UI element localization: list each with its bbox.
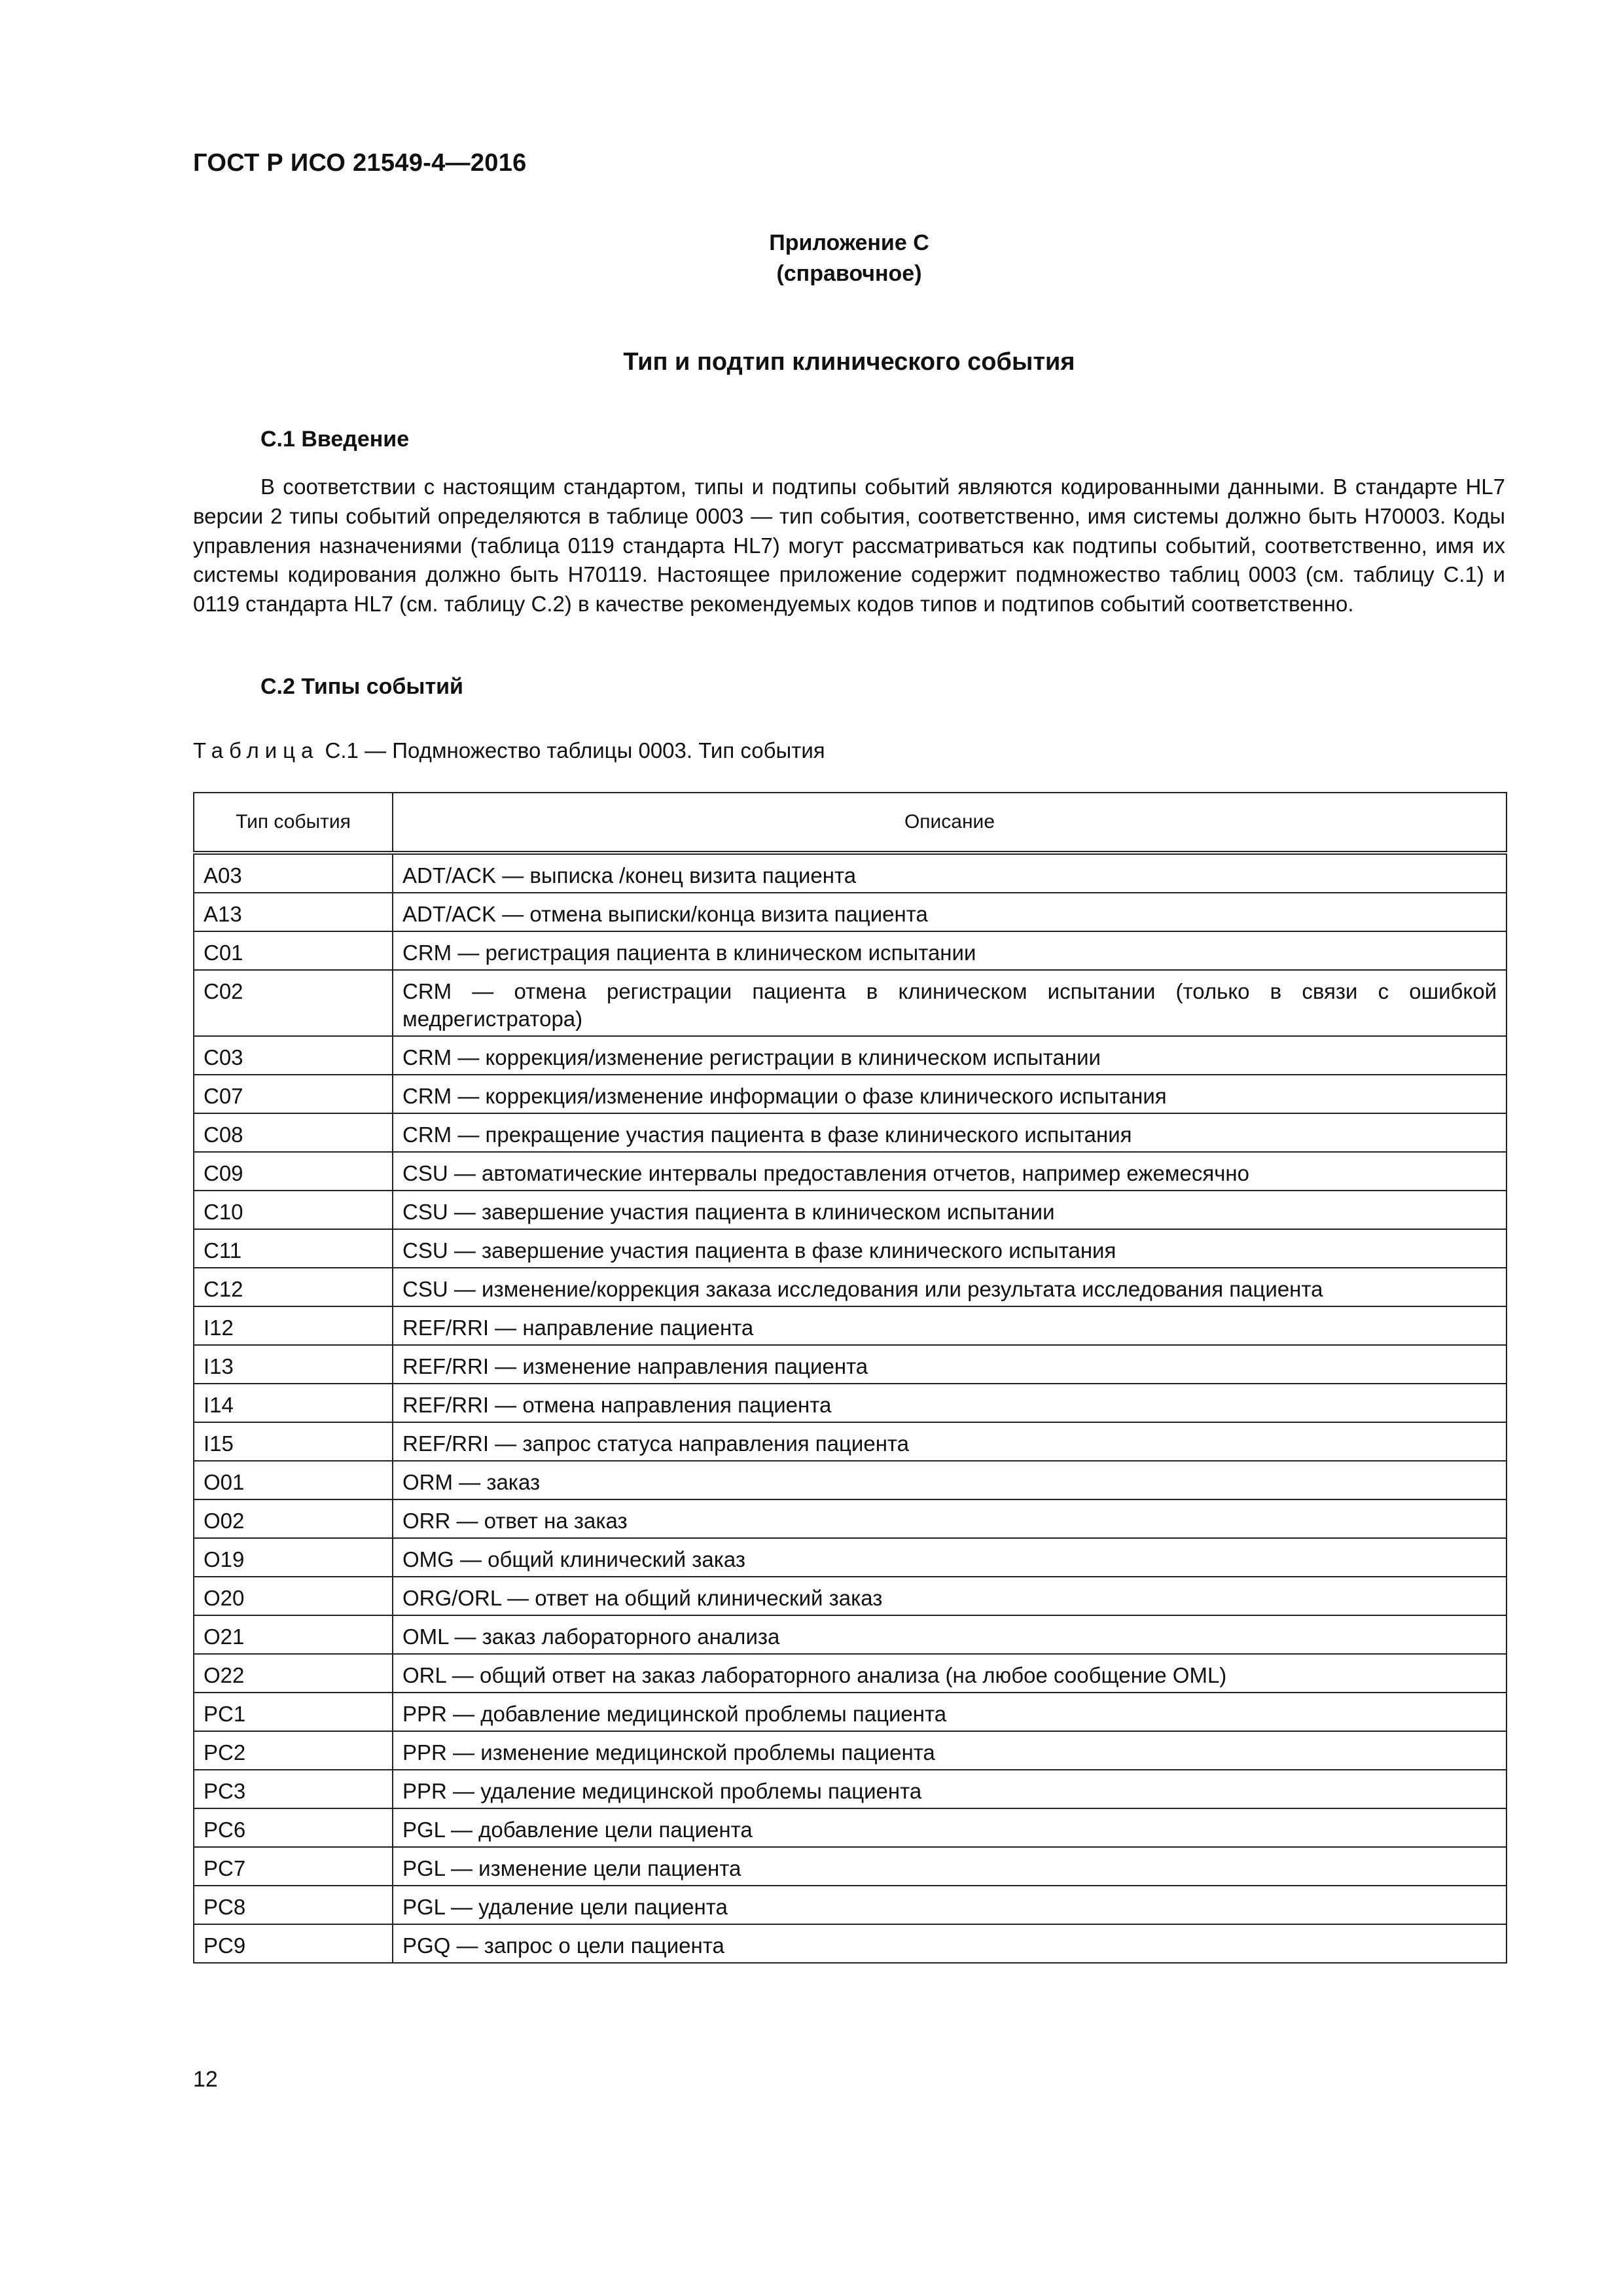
table-row — [194, 1191, 1507, 1229]
table-row — [194, 1384, 1507, 1422]
table-row — [194, 1808, 1507, 1847]
table-caption-word: Таблица — [193, 738, 319, 762]
column-header-event-type: Тип события — [194, 793, 393, 853]
event-type-description: CSU — автоматические интервалы предоставления отчетов, например ежемесячно — [393, 1152, 1507, 1191]
event-type-code: C11 — [194, 1229, 393, 1268]
event-type-code: A03 — [194, 853, 393, 893]
event-type-table — [193, 792, 1507, 1964]
event-type-description: OML — заказ лабораторного анализа — [393, 1615, 1507, 1654]
event-type-code: O20 — [194, 1577, 393, 1615]
event-type-description: ORR — ответ на заказ — [393, 1499, 1507, 1538]
event-type-code: C03 — [194, 1036, 393, 1075]
introduction-paragraph: В соответствии с настоящим стандартом, типы и подтипы событий являются кодированными данными. В стандарте HL7 версии 2 типы событий определяются в таблице 0003 — тип события, соответственно, имя системы должно быть H70003. Коды управления назначениями (таблица 0119 стандарта HL7) могут рассматриваться как подтипы событий, соответственно, имя их системы кодирования должно быть H70119. Настоящее приложение содержит подмножество таблиц 0003 (см. таблицу С.1) и 0119 стандарта HL7 (см. таблицу С.2) в качестве рекомендуемых кодов типов и подтипов событий соответственно. — [193, 475, 1505, 617]
table-caption — [193, 738, 825, 763]
table-row — [194, 931, 1507, 970]
event-type-description: REF/RRI — направление пациента — [393, 1306, 1507, 1345]
table-row — [194, 1345, 1507, 1384]
event-type-code: I13 — [194, 1345, 393, 1384]
event-type-description: PGQ — запрос о цели пациента — [393, 1924, 1507, 1963]
table-row — [194, 1229, 1507, 1268]
table-row — [194, 853, 1507, 893]
event-type-code: PC2 — [194, 1731, 393, 1770]
event-type-code: C01 — [194, 931, 393, 970]
event-type-description: REF/RRI — изменение направления пациента — [393, 1345, 1507, 1384]
table-row — [194, 1847, 1507, 1886]
table-row — [194, 1152, 1507, 1191]
appendix-heading — [193, 228, 1505, 289]
event-type-description: OMG — общий клинический заказ — [393, 1538, 1507, 1577]
event-type-description: PGL — удаление цели пациента — [393, 1886, 1507, 1924]
event-type-description: CSU — изменение/коррекция заказа исследования или результата исследования пациента — [393, 1268, 1507, 1306]
section-heading-event-types: С.2 Типы событий — [260, 674, 463, 699]
table-row — [194, 1693, 1507, 1731]
event-type-code: PC8 — [194, 1886, 393, 1924]
event-type-description: REF/RRI — отмена направления пациента — [393, 1384, 1507, 1422]
event-type-description: ADT/ACK — выписка /конец визита пациента — [393, 853, 1507, 893]
event-type-code: PC9 — [194, 1924, 393, 1963]
event-type-code: PC6 — [194, 1808, 393, 1847]
event-type-code: C09 — [194, 1152, 393, 1191]
table-header-row — [194, 793, 1507, 853]
event-type-description: PPR — изменение медицинской проблемы пациента — [393, 1731, 1507, 1770]
event-type-description: CRM — коррекция/изменение информации о фазе клинического испытания — [393, 1075, 1507, 1113]
event-type-code: O22 — [194, 1654, 393, 1693]
table-row — [194, 1770, 1507, 1808]
event-type-description: CSU — завершение участия пациента в клиническом испытании — [393, 1191, 1507, 1229]
appendix-type: (справочное) — [776, 261, 922, 286]
event-type-code: I14 — [194, 1384, 393, 1422]
event-type-code: PC1 — [194, 1693, 393, 1731]
table-row — [194, 1075, 1507, 1113]
table-body — [194, 853, 1507, 1963]
table-row — [194, 1654, 1507, 1693]
event-type-code: O19 — [194, 1538, 393, 1577]
event-type-description: CRM — коррекция/изменение регистрации в клиническом испытании — [393, 1036, 1507, 1075]
event-type-code: C12 — [194, 1268, 393, 1306]
table-row — [194, 1615, 1507, 1654]
event-type-description: REF/RRI — запрос статуса направления пациента — [393, 1422, 1507, 1461]
appendix-title: Тип и подтип клинического события — [623, 348, 1075, 376]
table-row — [194, 1113, 1507, 1152]
table-row — [194, 1306, 1507, 1345]
column-header-description: Описание — [393, 793, 1507, 853]
table-row — [194, 1422, 1507, 1461]
event-type-code: C10 — [194, 1191, 393, 1229]
document-identifier: ГОСТ Р ИСО 21549-4—2016 — [193, 149, 527, 177]
event-type-description: ORG/ORL — ответ на общий клинический заказ — [393, 1577, 1507, 1615]
appendix-label: Приложение С — [769, 230, 929, 255]
event-type-description: PGL — добавление цели пациента — [393, 1808, 1507, 1847]
table-row — [194, 1538, 1507, 1577]
event-type-code: C07 — [194, 1075, 393, 1113]
event-type-code: O02 — [194, 1499, 393, 1538]
event-type-description: ORL — общий ответ на заказ лабораторного анализа (на любое сообщение OML) — [393, 1654, 1507, 1693]
section-heading-introduction: С.1 Введение — [260, 427, 410, 452]
event-type-code: PC3 — [194, 1770, 393, 1808]
event-type-code: PC7 — [194, 1847, 393, 1886]
event-type-description: CRM — отмена регистрации пациента в клиническом испытании (только в связи с ошибкой медрегистратора) — [393, 970, 1507, 1036]
table-row — [194, 893, 1507, 931]
event-type-description: PGL — изменение цели пациента — [393, 1847, 1507, 1886]
event-type-code: I15 — [194, 1422, 393, 1461]
table-row — [194, 1268, 1507, 1306]
table-row — [194, 1886, 1507, 1924]
page-number: 12 — [193, 2067, 218, 2092]
table-row — [194, 970, 1507, 1036]
event-type-code: O01 — [194, 1461, 393, 1499]
table-row — [194, 1731, 1507, 1770]
event-type-description: ORM — заказ — [393, 1461, 1507, 1499]
table-row — [194, 1499, 1507, 1538]
table-row — [194, 1577, 1507, 1615]
event-type-code: C02 — [194, 970, 393, 1036]
event-type-description: CRM — регистрация пациента в клиническом испытании — [393, 931, 1507, 970]
event-type-description: PPR — добавление медицинской проблемы пациента — [393, 1693, 1507, 1731]
event-type-description: PPR — удаление медицинской проблемы пациента — [393, 1770, 1507, 1808]
event-type-description: CSU — завершение участия пациента в фазе клинического испытания — [393, 1229, 1507, 1268]
event-type-code: I12 — [194, 1306, 393, 1345]
event-type-code: C08 — [194, 1113, 393, 1152]
table-row — [194, 1924, 1507, 1963]
event-type-code: O21 — [194, 1615, 393, 1654]
table-caption-text: С.1 — Подмножество таблицы 0003. Тип события — [319, 738, 825, 762]
event-type-description: CRM — прекращение участия пациента в фазе клинического испытания — [393, 1113, 1507, 1152]
event-type-code: A13 — [194, 893, 393, 931]
table-row — [194, 1461, 1507, 1499]
event-type-description: ADT/ACK — отмена выписки/конца визита пациента — [393, 893, 1507, 931]
table-row — [194, 1036, 1507, 1075]
